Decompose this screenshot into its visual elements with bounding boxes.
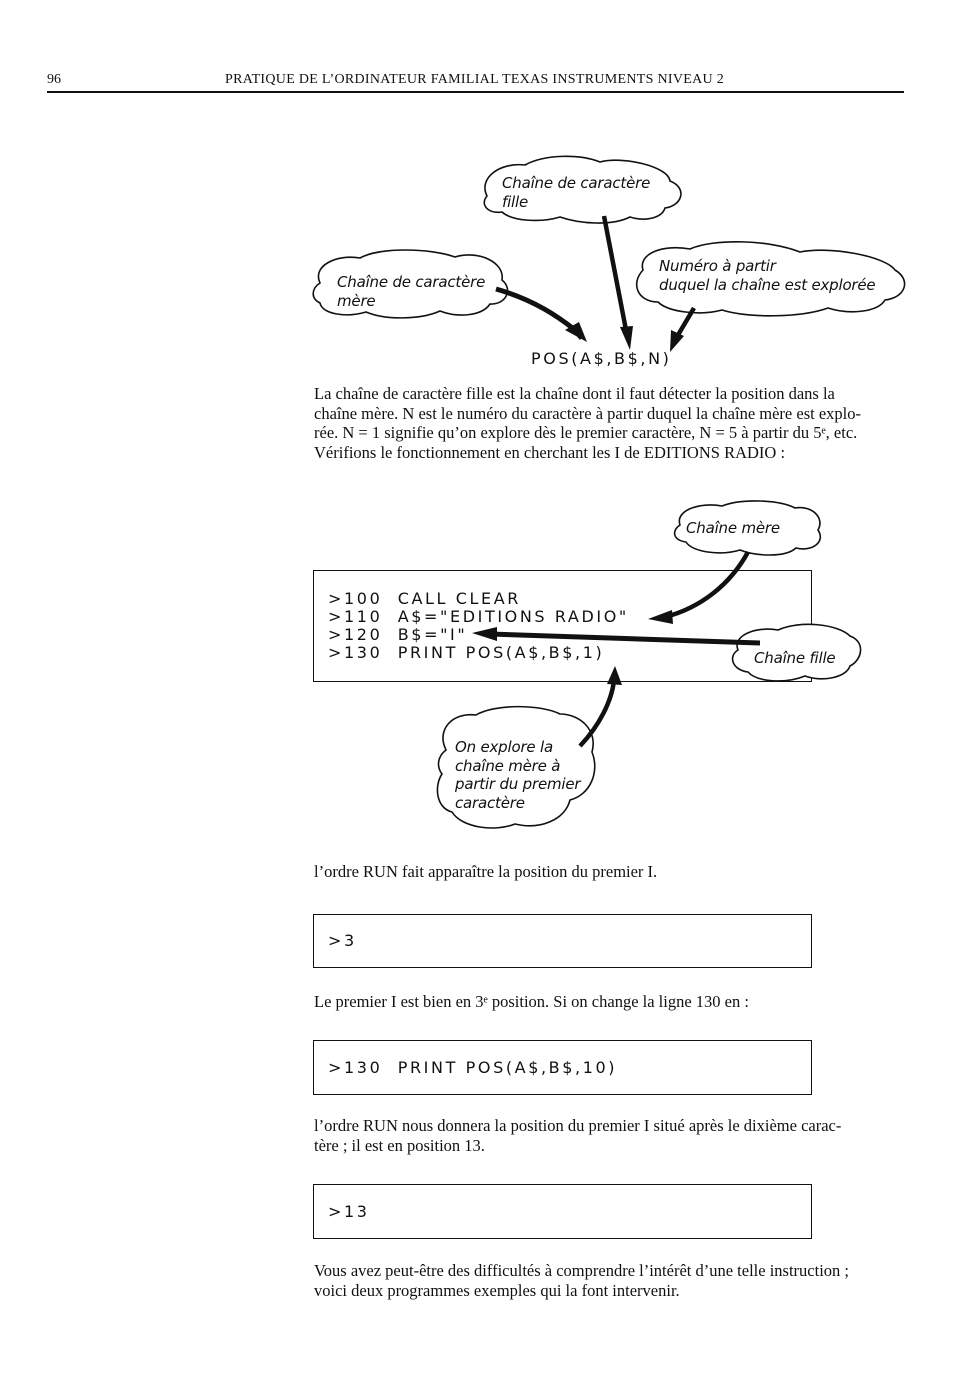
bubble-line: Chaîne de caractère bbox=[502, 174, 651, 192]
text-line: Vérifions le fonctionnement en cherchant les I de EDITIONS RADIO : bbox=[314, 442, 786, 462]
paragraph-explanation bbox=[314, 384, 914, 462]
bubble-chaine-mere: Chaîne mère bbox=[686, 519, 780, 537]
paragraph-conclusion bbox=[314, 1261, 914, 1300]
bubble-line: mère bbox=[337, 292, 376, 310]
output-box-2 bbox=[313, 1184, 812, 1239]
code-line: >100 CALL CLEAR bbox=[328, 589, 522, 608]
text-line: tère ; il est en position 13. bbox=[314, 1135, 485, 1155]
bubble-on-explore bbox=[455, 738, 580, 812]
bubble-line: fille bbox=[502, 193, 529, 211]
bubble-mere-left bbox=[337, 273, 485, 311]
bubble-line: On explore la bbox=[455, 738, 553, 756]
output-box-1 bbox=[313, 914, 812, 968]
text-line: l’ordre RUN nous donnera la position du premier I situé après le dixième carac- bbox=[314, 1116, 842, 1135]
bubble-chaine-fille: Chaîne fille bbox=[754, 649, 836, 667]
code-line: >110 A$="EDITIONS RADIO" bbox=[328, 607, 629, 626]
code-line: >120 B$="I" bbox=[328, 625, 468, 644]
bubble-line: chaîne mère à bbox=[455, 756, 561, 775]
output-text: >13 bbox=[328, 1202, 370, 1221]
code-line: >130 PRINT POS(A$,B$,10) bbox=[328, 1058, 618, 1077]
bubble-line: Chaîne de caractère bbox=[337, 273, 486, 291]
code-box-2 bbox=[313, 1040, 812, 1095]
bubble-fille-top bbox=[502, 174, 650, 212]
page-number: 96 bbox=[47, 72, 61, 87]
pos-syntax: POS(A$,B$,N) bbox=[531, 349, 672, 368]
text-line: voici deux programmes exemples qui la font intervenir. bbox=[314, 1280, 680, 1300]
diagram-pos-syntax bbox=[0, 0, 961, 420]
text-line: rée. N = 1 signifie qu’on explore dès le premier caractère, N = 5 à partir du 5ᵉ, etc. bbox=[314, 423, 858, 442]
bubble-line: Numéro à partir bbox=[659, 257, 776, 275]
bubble-line: caractère bbox=[455, 793, 525, 812]
paragraph-run-result bbox=[314, 1116, 914, 1155]
bubble-numero-right bbox=[659, 257, 875, 295]
text-line: La chaîne de caractère fille est la chaîne dont il faut détecter la position dans la bbox=[314, 384, 835, 403]
code-line: >130 PRINT POS(A$,B$,1) bbox=[328, 643, 605, 662]
output-text: >3 bbox=[328, 931, 357, 950]
text-line: Vous avez peut-être des difficultés à comprendre l’intérêt d’une telle instruction ; bbox=[314, 1261, 849, 1280]
bubble-line: partir du premier bbox=[455, 775, 581, 793]
paragraph-change-line: Le premier I est bien en 3ᵉ position. Si on change la ligne 130 en : bbox=[314, 992, 749, 1011]
bubble-line: duquel la chaîne est explorée bbox=[659, 276, 876, 294]
paragraph-run: l’ordre RUN fait apparaître la position du premier I. bbox=[314, 862, 658, 881]
text-line: chaîne mère. N est le numéro du caractère à partir duquel la chaîne mère est explo- bbox=[314, 403, 861, 423]
running-title: PRATIQUE DE L’ORDINATEUR FAMILIAL TEXAS INSTRUMENTS NIVEAU 2 bbox=[225, 72, 725, 87]
